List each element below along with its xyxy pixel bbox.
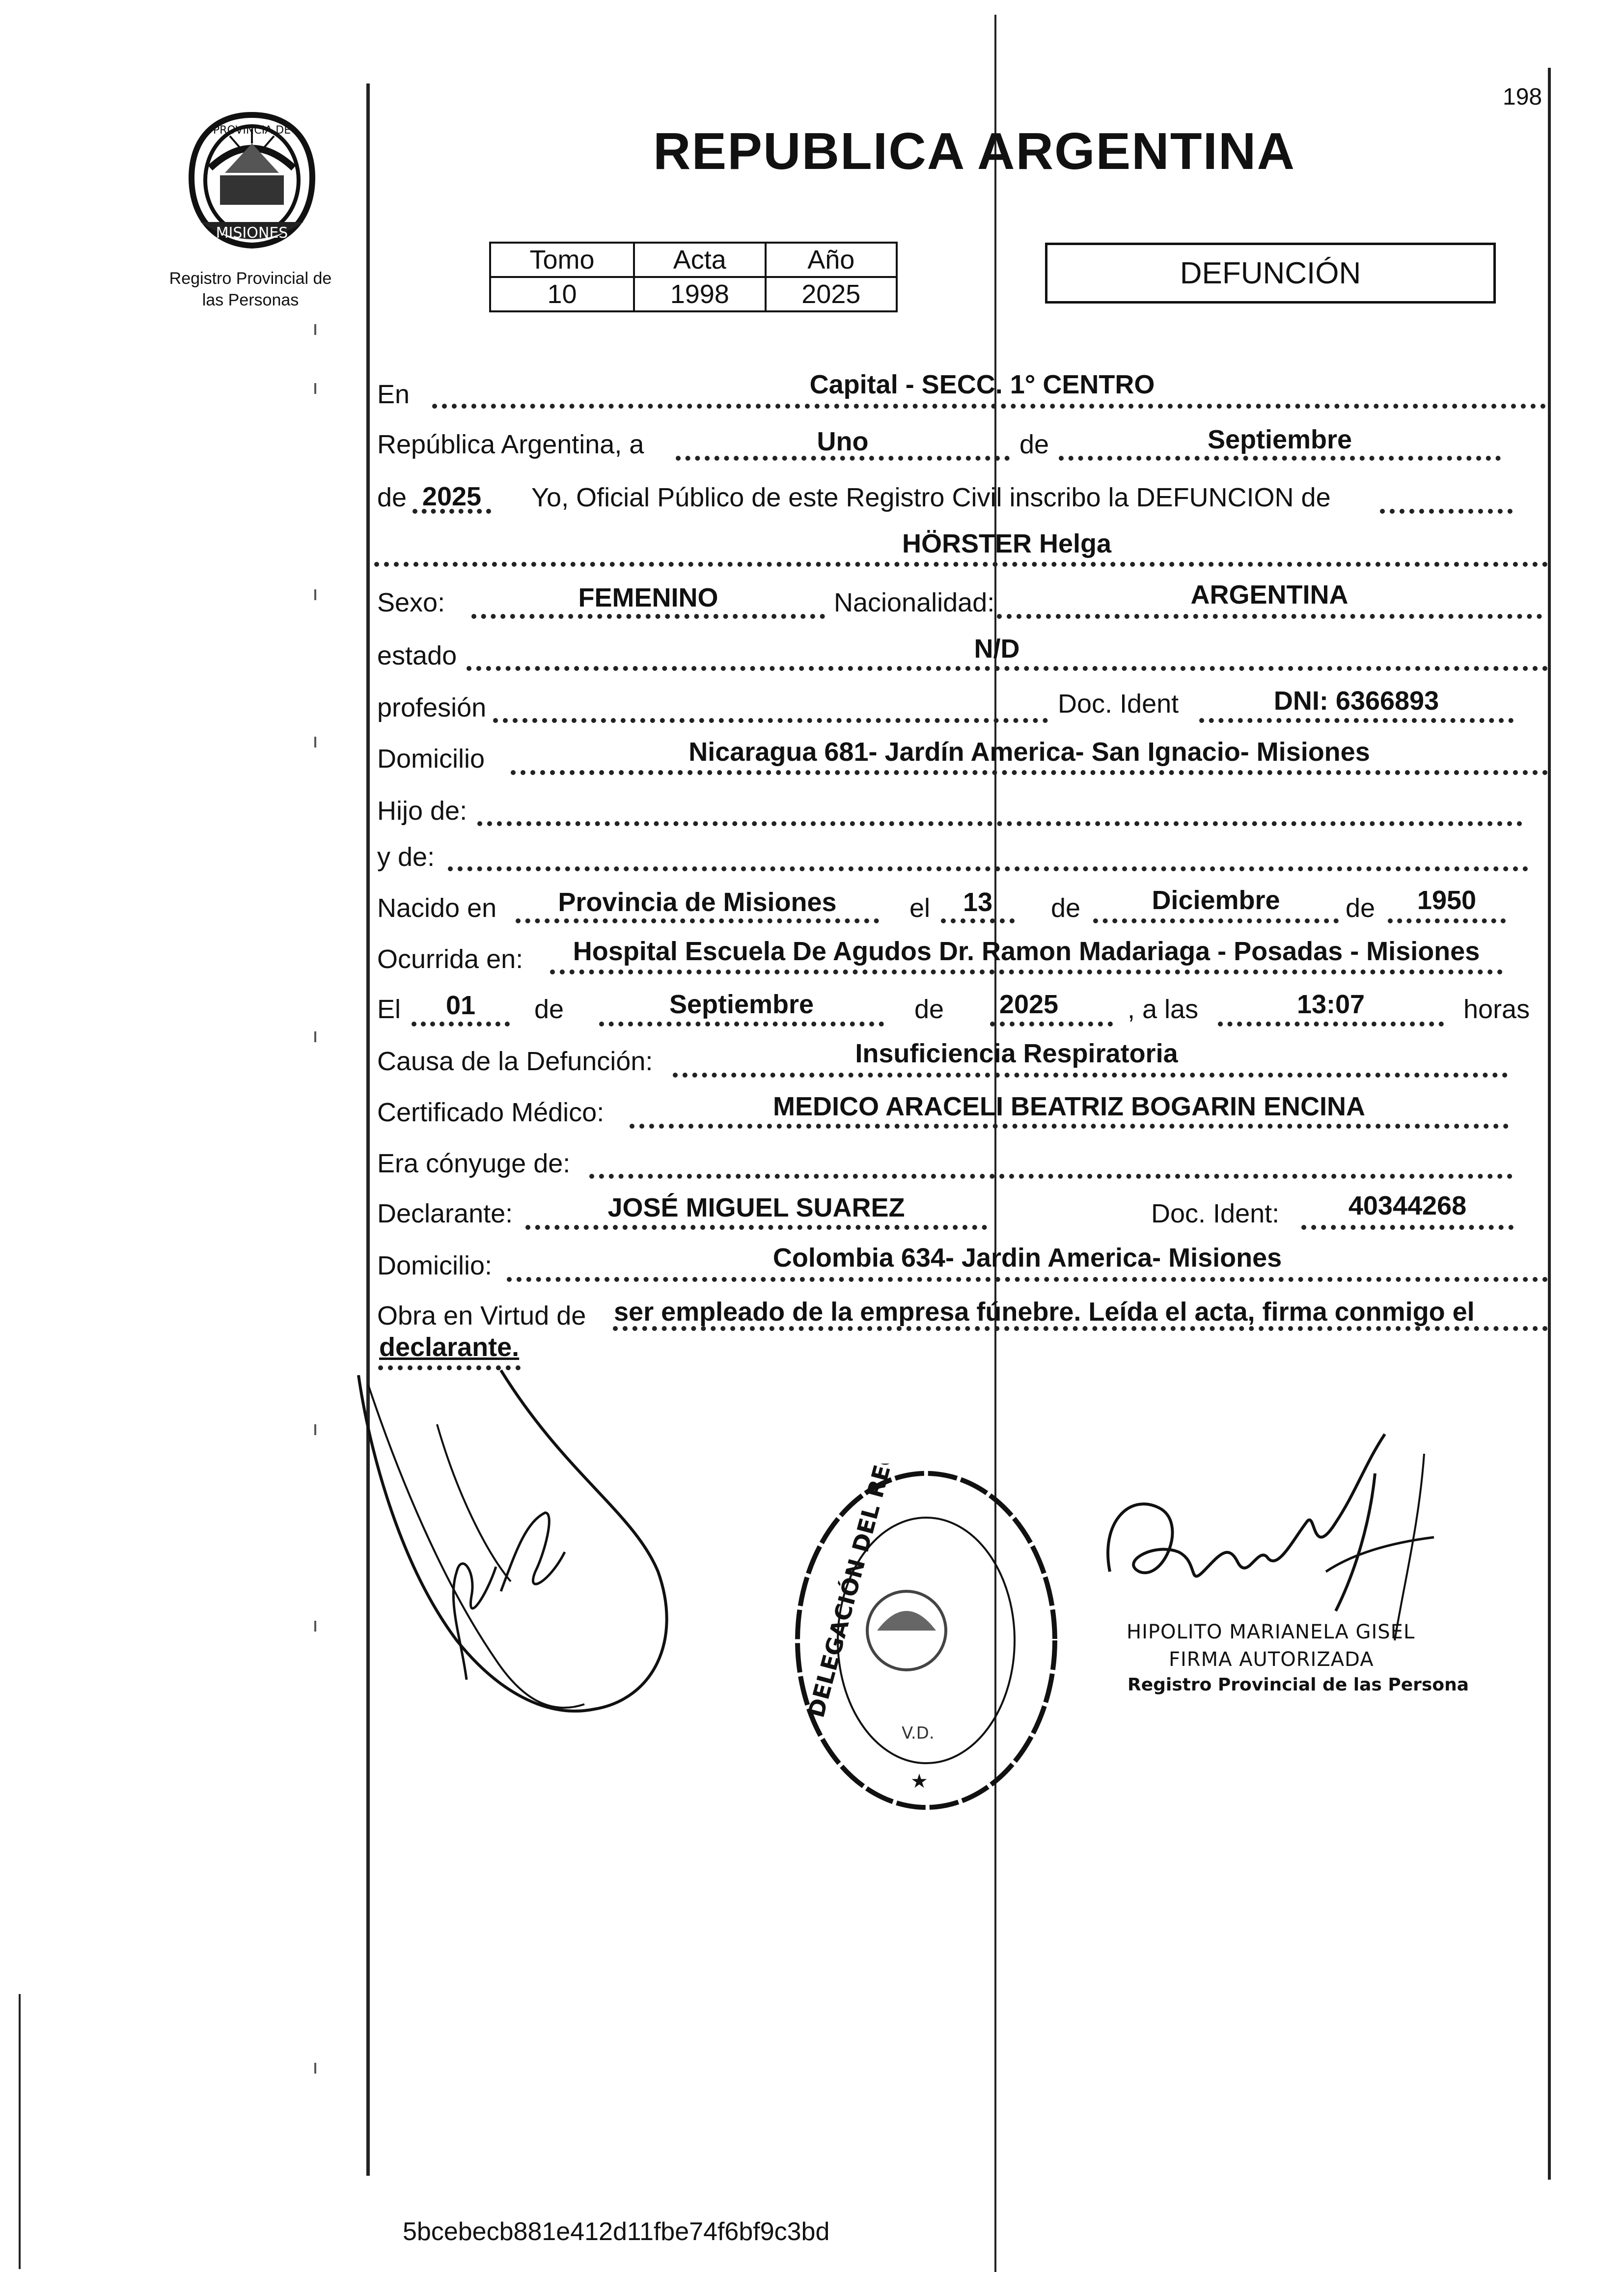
de-label: de <box>1019 430 1049 459</box>
country-title: REPUBLICA ARGENTINA <box>653 122 1296 180</box>
obra-value-line2: declarante. <box>379 1332 520 1362</box>
dotted-line <box>477 821 1522 826</box>
right-margin-line <box>1548 68 1551 2180</box>
conyuge-label: Era cónyuge de: <box>377 1149 571 1178</box>
estado-label: estado <box>377 641 457 670</box>
record-header-ano: Año <box>766 243 897 277</box>
signer-name: HIPOLITO MARIANELA GISEL <box>1127 1621 1415 1643</box>
dotted-line <box>990 1022 1113 1026</box>
signer-role: FIRMA AUTORIZADA <box>1169 1648 1374 1671</box>
registry-name-line1: Registro Provincial de <box>169 269 332 288</box>
act-type: DEFUNCIÓN <box>1180 256 1361 290</box>
act-type-box <box>1045 243 1496 304</box>
margin-tick <box>314 1621 316 1632</box>
record-header-acta: Acta <box>634 243 765 277</box>
registry-stamp <box>789 1464 1064 1817</box>
causa-value: Insuficiencia Respiratoria <box>855 1039 1178 1068</box>
el-label: el <box>909 893 931 923</box>
causa-label: Causa de la Defunción: <box>377 1047 653 1076</box>
birth-year: 1950 <box>1417 886 1477 915</box>
death-time: 13:07 <box>1296 990 1365 1019</box>
doc-ident-label: Doc. Ident <box>1058 689 1179 719</box>
doc-ident-value: DNI: 6366893 <box>1273 686 1439 716</box>
nacionalidad-value: ARGENTINA <box>1190 580 1349 610</box>
sexo-value: FEMENINO <box>578 583 718 612</box>
dotted-line <box>941 918 1015 923</box>
declarante-value: JOSÉ MIGUEL SUAREZ <box>607 1193 905 1222</box>
dotted-line <box>516 918 879 923</box>
ocurrida-label: Ocurrida en: <box>377 944 523 974</box>
ocurrida-value: Hospital Escuela De Agudos Dr. Ramon Madariaga - Posadas - Misiones <box>573 937 1480 966</box>
dotted-line <box>589 1174 1513 1179</box>
stamp-small-text: V.D. <box>902 1723 935 1743</box>
margin-tick <box>314 383 316 394</box>
dotted-line <box>1388 918 1506 923</box>
dotted-line <box>599 1022 884 1026</box>
domicilio2-label: Domicilio: <box>377 1251 493 1280</box>
document-hash: 5bcebecb881e412d11fbe74f6bf9c3bd <box>403 2217 830 2246</box>
republica-label: República Argentina, a <box>377 430 644 459</box>
record-table <box>489 242 898 312</box>
margin-tick <box>314 324 316 335</box>
sexo-label: Sexo: <box>377 588 445 617</box>
birth-de2-label: de <box>1346 893 1376 923</box>
dotted-line <box>511 770 1548 775</box>
dotted-line <box>630 1124 1509 1129</box>
doc2-label: Doc. Ident: <box>1151 1199 1280 1228</box>
yde-label: y de: <box>377 842 435 872</box>
record-value-acta: 1998 <box>634 277 765 311</box>
dotted-line <box>493 718 1048 723</box>
margin-tick <box>314 737 316 748</box>
page-number: 198 <box>1503 84 1542 110</box>
official-text: Yo, Oficial Público de este Registro Civil inscribo la DEFUNCION de <box>531 483 1331 512</box>
dotted-line <box>1218 1022 1444 1026</box>
dotted-line <box>432 404 1546 409</box>
registry-name-line2: las Personas <box>202 291 299 309</box>
domicilio-value: Nicaragua 681- Jardín America- San Ignacio- Misiones <box>688 737 1370 767</box>
svg-text:★: ★ <box>910 1770 928 1793</box>
birth-day: 13 <box>963 887 993 917</box>
dotted-line <box>507 1277 1548 1282</box>
birth-de-label: de <box>1051 893 1081 923</box>
margin-tick <box>314 1424 316 1435</box>
record-value-tomo: 10 <box>490 277 634 311</box>
domicilio2-value: Colombia 634- Jardin America- Misiones <box>772 1243 1282 1273</box>
certificado-value: MEDICO ARACELI BEATRIZ BOGARIN ENCINA <box>773 1092 1365 1121</box>
deceased-name: HÖRSTER Helga <box>902 529 1112 558</box>
hijo-label: Hijo de: <box>377 796 468 826</box>
dotted-line <box>374 562 1548 567</box>
month-value: Septiembre <box>1207 425 1352 454</box>
center-fold-line <box>994 15 996 2272</box>
record-value-ano: 2025 <box>766 277 897 311</box>
margin-tick <box>314 1031 316 1042</box>
dotted-line <box>1199 718 1514 723</box>
alas-label: , a las <box>1128 995 1199 1024</box>
el2-label: El <box>377 995 401 1024</box>
birth-month: Diciembre <box>1152 886 1280 915</box>
nacionalidad-label: Nacionalidad: <box>834 588 995 617</box>
seal-text-bottom: MISIONES <box>216 224 288 242</box>
death-year: 2025 <box>999 990 1059 1019</box>
dotted-line <box>673 1073 1508 1078</box>
de-year-label: de <box>377 483 407 512</box>
doc2-value: 40344268 <box>1348 1191 1467 1220</box>
dotted-line <box>997 614 1542 619</box>
horas-label: horas <box>1463 995 1530 1024</box>
dotted-line <box>448 866 1528 871</box>
left-margin-line <box>366 83 370 2176</box>
nacido-value: Provincia de Misiones <box>558 887 837 917</box>
province-seal-emblem <box>181 109 323 251</box>
margin-tick <box>314 2063 316 2074</box>
obra-value-line1: ser empleado de la empresa fúnebre. Leída el acta, firma conmigo el <box>614 1297 1475 1327</box>
death-de2-label: de <box>914 995 944 1024</box>
dotted-line <box>471 614 825 619</box>
en-label: En <box>377 380 410 409</box>
dotted-line <box>412 1022 510 1026</box>
death-month: Septiembre <box>669 990 814 1019</box>
stamp-text <box>802 1464 964 1720</box>
estado-value: N/D <box>974 634 1020 664</box>
death-de-label: de <box>534 995 564 1024</box>
profesion-label: profesión <box>377 693 487 722</box>
nacido-label: Nacido en <box>377 893 497 923</box>
en-value: Capital - SECC. 1° CENTRO <box>809 370 1155 399</box>
dotted-line <box>550 970 1503 974</box>
year-value: 2025 <box>422 482 482 511</box>
authorized-signature <box>1080 1424 1454 1650</box>
margin-tick <box>314 589 316 600</box>
domicilio-label: Domicilio <box>377 744 485 774</box>
record-header-tomo: Tomo <box>490 243 634 277</box>
declarante-label: Declarante: <box>377 1199 513 1228</box>
dotted-line <box>1380 509 1513 514</box>
seal-text-top: PROVINCIA DE <box>213 124 291 137</box>
obra-label: Obra en Virtud de <box>377 1301 586 1330</box>
dotted-line <box>525 1225 987 1230</box>
dotted-line <box>467 666 1548 671</box>
dotted-line <box>1093 918 1339 923</box>
dotted-line <box>1301 1225 1514 1230</box>
certificado-label: Certificado Médico: <box>377 1098 605 1127</box>
signer-org: Registro Provincial de las Persona <box>1128 1675 1469 1695</box>
day-value: Uno <box>817 427 869 456</box>
dotted-line <box>1059 456 1501 461</box>
declarant-signature <box>339 1365 692 1729</box>
far-left-line <box>19 1994 21 2269</box>
death-day: 01 <box>445 991 476 1020</box>
